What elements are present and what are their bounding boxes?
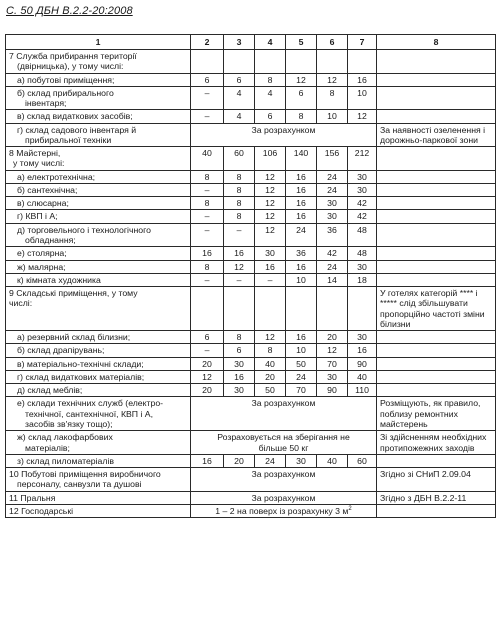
value-cell: 16: [224, 247, 255, 260]
merged-value-cell: [191, 468, 377, 492]
value-cell: 12: [255, 197, 286, 210]
row-label-line: у тому числі:: [13, 158, 65, 169]
merged-value-text: За розрахунком: [251, 124, 316, 135]
value-cell: [224, 287, 255, 331]
row-label-line: в) матеріально-технічні склади;: [17, 358, 144, 369]
row-label: [6, 331, 191, 344]
row-label: [6, 504, 191, 517]
value-cell: 4: [224, 110, 255, 123]
value-cell: 12: [255, 331, 286, 344]
table-row: [6, 397, 496, 431]
value-cell: 36: [317, 223, 348, 247]
value-cell: 10: [317, 110, 348, 123]
row-label-line: г) КВП і А;: [17, 211, 58, 222]
row-label-line: д) торговельного і технологічного: [17, 224, 151, 235]
value-cell: 48: [348, 223, 377, 247]
note-cell: [377, 384, 496, 397]
value-cell: –: [191, 86, 224, 110]
table-row: [6, 197, 496, 210]
value-cell: [286, 50, 317, 74]
table-row: [6, 491, 496, 504]
value-cell: 8: [224, 331, 255, 344]
value-cell: –: [255, 273, 286, 286]
note-cell: [377, 183, 496, 196]
table-row: [6, 170, 496, 183]
row-label-line: 11 Пральня: [9, 492, 56, 503]
row-label-line: (двірницька), у тому числі:: [17, 61, 124, 72]
table-row: [6, 110, 496, 123]
value-cell: 42: [317, 247, 348, 260]
value-cell: [191, 287, 224, 331]
note-cell: [377, 504, 496, 517]
value-cell: 50: [286, 357, 317, 370]
value-cell: 36: [286, 247, 317, 260]
row-label-line: 7 Служба прибирання території: [9, 51, 137, 61]
column-header: 3: [224, 35, 255, 50]
value-cell: 24: [286, 370, 317, 383]
note-cell: [377, 73, 496, 86]
merged-value-text: За розрахунком: [251, 398, 316, 409]
note-cell: [377, 247, 496, 260]
note-cell: [377, 223, 496, 247]
note-cell: У готелях категорій **** і ***** слід збільшувати пропорційно частоті зміни білизни: [377, 287, 496, 331]
note-cell: Згідно зі СНиП 2.09.04: [377, 468, 496, 492]
row-label: [6, 468, 191, 492]
table-row: [6, 210, 496, 223]
value-cell: 10: [286, 344, 317, 357]
value-cell: 20: [224, 454, 255, 467]
table-row: [6, 287, 496, 331]
row-label: [6, 210, 191, 223]
merged-value-cell: [191, 123, 377, 147]
note-cell: [377, 110, 496, 123]
value-cell: 20: [255, 370, 286, 383]
value-cell: 48: [348, 247, 377, 260]
value-cell: 40: [255, 357, 286, 370]
note-cell: Згідно з ДБН В.2.2-11: [377, 491, 496, 504]
row-label: [6, 344, 191, 357]
value-cell: 8: [191, 260, 224, 273]
value-cell: –: [191, 344, 224, 357]
row-label: [6, 197, 191, 210]
value-cell: [317, 287, 348, 331]
table-row: [6, 384, 496, 397]
value-cell: 30: [286, 454, 317, 467]
row-label-line: 9 Складські приміщення, у тому: [9, 288, 138, 299]
value-cell: 140: [286, 147, 317, 171]
value-cell: 30: [317, 197, 348, 210]
merged-value-cell: [191, 491, 377, 504]
value-cell: 6: [255, 110, 286, 123]
value-cell: 30: [348, 260, 377, 273]
value-cell: 42: [348, 210, 377, 223]
table-row: [6, 260, 496, 273]
value-cell: 16: [286, 260, 317, 273]
row-label-line: 8 Майстерні,: [9, 148, 61, 159]
table-row: [6, 273, 496, 286]
value-cell: 30: [224, 384, 255, 397]
note-cell: [377, 170, 496, 183]
value-cell: 30: [348, 331, 377, 344]
value-cell: 12: [317, 344, 348, 357]
value-cell: 16: [348, 73, 377, 86]
value-cell: 70: [286, 384, 317, 397]
row-label-line: 10 Побутові приміщення виробничого: [9, 469, 161, 480]
row-label-line: з) склад пиломатеріалів: [17, 455, 115, 466]
value-cell: 8: [224, 210, 255, 223]
value-cell: 8: [224, 170, 255, 183]
value-cell: 6: [286, 86, 317, 110]
value-cell: 8: [255, 73, 286, 86]
row-label: [6, 86, 191, 110]
value-cell: 16: [255, 260, 286, 273]
merged-value-text: За розрахунком: [251, 492, 316, 503]
value-cell: 30: [348, 183, 377, 196]
value-cell: 18: [348, 273, 377, 286]
value-cell: 40: [191, 147, 224, 171]
note-cell: [377, 370, 496, 383]
value-cell: [255, 50, 286, 74]
row-label-line: персоналу, санвузли та душові: [17, 479, 142, 490]
value-cell: 30: [255, 247, 286, 260]
row-label: [6, 397, 191, 431]
row-label: [6, 247, 191, 260]
row-label-line: технічної, сантехнічної, КВП і А,: [25, 408, 154, 419]
value-cell: 24: [286, 223, 317, 247]
value-cell: 8: [224, 183, 255, 196]
row-label-line: ж) малярна;: [17, 261, 66, 272]
note-cell: [377, 86, 496, 110]
row-label-line: б) сантехнічна;: [17, 184, 78, 195]
row-label: [6, 384, 191, 397]
column-header: 4: [255, 35, 286, 50]
row-label: [6, 50, 191, 74]
column-header: 2: [191, 35, 224, 50]
value-cell: 12: [255, 170, 286, 183]
value-cell: 60: [348, 454, 377, 467]
value-cell: 16: [348, 344, 377, 357]
row-label: [6, 110, 191, 123]
value-cell: 8: [286, 110, 317, 123]
value-cell: [191, 50, 224, 74]
merged-value-text: Розраховується на зберігання не більше 50 кг: [217, 432, 350, 453]
value-cell: 40: [348, 370, 377, 383]
table-row: [6, 223, 496, 247]
superscript: 2: [348, 505, 352, 512]
value-cell: 6: [191, 331, 224, 344]
value-cell: –: [191, 273, 224, 286]
row-label-line: інвентаря;: [25, 98, 67, 109]
value-cell: 30: [224, 357, 255, 370]
value-cell: 24: [255, 454, 286, 467]
table-row: [6, 504, 496, 517]
value-cell: 212: [348, 147, 377, 171]
row-label-line: а) побутові приміщення;: [17, 74, 115, 85]
value-cell: 4: [255, 86, 286, 110]
row-label: [6, 491, 191, 504]
table-row: [6, 431, 496, 455]
value-cell: 12: [255, 223, 286, 247]
value-cell: 20: [191, 384, 224, 397]
table-row: [6, 468, 496, 492]
row-label: [6, 260, 191, 273]
value-cell: [348, 50, 377, 74]
value-cell: 90: [317, 384, 348, 397]
note-cell: [377, 357, 496, 370]
table-row: [6, 247, 496, 260]
value-cell: 12: [255, 210, 286, 223]
row-label-line: числі:: [9, 298, 33, 309]
value-cell: 8: [191, 197, 224, 210]
note-cell: [377, 50, 496, 74]
value-cell: 16: [191, 454, 224, 467]
value-cell: 8: [317, 86, 348, 110]
value-cell: 30: [317, 210, 348, 223]
value-cell: 16: [286, 183, 317, 196]
value-cell: 8: [224, 197, 255, 210]
value-cell: 12: [224, 260, 255, 273]
value-cell: 24: [317, 170, 348, 183]
merged-value-text: 1 – 2 на поверх із розрахунку 3 м: [215, 505, 349, 516]
merged-value-cell: [191, 397, 377, 431]
table-row: [6, 357, 496, 370]
table-row: [6, 183, 496, 196]
row-label: [6, 183, 191, 196]
note-cell: [377, 331, 496, 344]
value-cell: 16: [286, 197, 317, 210]
value-cell: 12: [286, 73, 317, 86]
column-header: 6: [317, 35, 348, 50]
row-label: [6, 370, 191, 383]
row-label: [6, 170, 191, 183]
value-cell: 16: [286, 170, 317, 183]
value-cell: [286, 287, 317, 331]
row-label-line: а) електротехнічна;: [17, 171, 96, 182]
page-header: С. 50 ДБН В.2.2-20:2008: [6, 5, 133, 17]
value-cell: 20: [191, 357, 224, 370]
value-cell: 16: [286, 210, 317, 223]
row-label: [6, 287, 191, 331]
row-label-line: обладнання;: [25, 234, 76, 245]
value-cell: 20: [317, 331, 348, 344]
note-cell: [377, 210, 496, 223]
row-label: [6, 273, 191, 286]
value-cell: –: [224, 273, 255, 286]
table-row: [6, 454, 496, 467]
row-label: [6, 223, 191, 247]
row-label-line: прибиральної техніки: [25, 134, 112, 145]
value-cell: 12: [317, 73, 348, 86]
value-cell: 6: [191, 73, 224, 86]
value-cell: [255, 287, 286, 331]
value-cell: [224, 50, 255, 74]
value-cell: [317, 50, 348, 74]
row-label-line: е) склади технічних служб (електро-: [17, 398, 164, 409]
value-cell: 12: [255, 183, 286, 196]
note-cell: [377, 454, 496, 467]
value-cell: –: [191, 183, 224, 196]
row-label-line: матеріалів;: [25, 442, 70, 453]
row-label-line: б) склад драпірувань;: [17, 345, 105, 356]
note-cell: [377, 147, 496, 171]
row-label: [6, 454, 191, 467]
table-row: [6, 331, 496, 344]
value-cell: 24: [317, 260, 348, 273]
value-cell: 30: [317, 370, 348, 383]
value-cell: 10: [286, 273, 317, 286]
merged-value-cell: [191, 431, 377, 455]
value-cell: 156: [317, 147, 348, 171]
value-cell: 70: [317, 357, 348, 370]
value-cell: 50: [255, 384, 286, 397]
value-cell: 40: [317, 454, 348, 467]
value-cell: 8: [255, 344, 286, 357]
note-cell: [377, 344, 496, 357]
value-cell: [348, 287, 377, 331]
row-label-line: д) склад меблів;: [17, 385, 83, 396]
note-cell: [377, 197, 496, 210]
row-label-line: г) склад садового інвентаря й: [17, 124, 137, 135]
value-cell: 42: [348, 197, 377, 210]
value-cell: –: [224, 223, 255, 247]
table-row: [6, 344, 496, 357]
value-cell: 10: [348, 86, 377, 110]
merged-value-cell: [191, 504, 377, 517]
row-label-line: ж) склад лакофарбових: [17, 432, 113, 443]
row-label: [6, 147, 191, 171]
value-cell: –: [191, 210, 224, 223]
note-cell: Розміщують, як правило, поблизу ремонтних майстерень: [377, 397, 496, 431]
row-label-line: засобів зв'язку тощо);: [25, 418, 113, 429]
row-label-line: 12 Господарські: [9, 505, 74, 516]
value-cell: 6: [224, 344, 255, 357]
row-label-line: в) слюсарна;: [17, 198, 69, 209]
row-label: [6, 123, 191, 147]
value-cell: 60: [224, 147, 255, 171]
row-label-line: б) склад прибирального: [17, 87, 114, 98]
value-cell: 16: [224, 370, 255, 383]
table-row: [6, 123, 496, 147]
row-label: [6, 357, 191, 370]
column-header: 8: [377, 35, 496, 50]
value-cell: 6: [224, 73, 255, 86]
note-cell: За наявності озеленення і дорожньо-паркової зони: [377, 123, 496, 147]
row-label-line: е) столярна;: [17, 248, 67, 259]
value-cell: –: [191, 223, 224, 247]
value-cell: 24: [317, 183, 348, 196]
value-cell: 12: [348, 110, 377, 123]
value-cell: 90: [348, 357, 377, 370]
merged-value-text: За розрахунком: [251, 469, 316, 480]
note-cell: [377, 260, 496, 273]
requirements-table: [5, 34, 496, 518]
row-label-line: в) склад видаткових засобів;: [17, 111, 133, 122]
row-label: [6, 431, 191, 455]
column-header: 7: [348, 35, 377, 50]
row-label: [6, 73, 191, 86]
value-cell: 106: [255, 147, 286, 171]
row-label-line: г) склад видаткових матеріалів;: [17, 371, 145, 382]
value-cell: 14: [317, 273, 348, 286]
value-cell: 16: [286, 331, 317, 344]
value-cell: –: [191, 110, 224, 123]
table-row: [6, 50, 496, 74]
table-row: [6, 370, 496, 383]
value-cell: 16: [191, 247, 224, 260]
value-cell: 12: [191, 370, 224, 383]
column-header: 5: [286, 35, 317, 50]
table-row: [6, 73, 496, 86]
table-row: [6, 86, 496, 110]
table-header-row: [6, 35, 496, 50]
row-label-line: а) резервний склад білизни;: [17, 332, 131, 343]
value-cell: 8: [191, 170, 224, 183]
value-cell: 110: [348, 384, 377, 397]
value-cell: 4: [224, 86, 255, 110]
table-row: [6, 147, 496, 171]
note-cell: [377, 273, 496, 286]
value-cell: 30: [348, 170, 377, 183]
column-header: 1: [6, 35, 191, 50]
row-label-line: к) кімната художника: [17, 274, 101, 285]
note-cell: Зі здійсненням необхідних протипожежних заходів: [377, 431, 496, 455]
